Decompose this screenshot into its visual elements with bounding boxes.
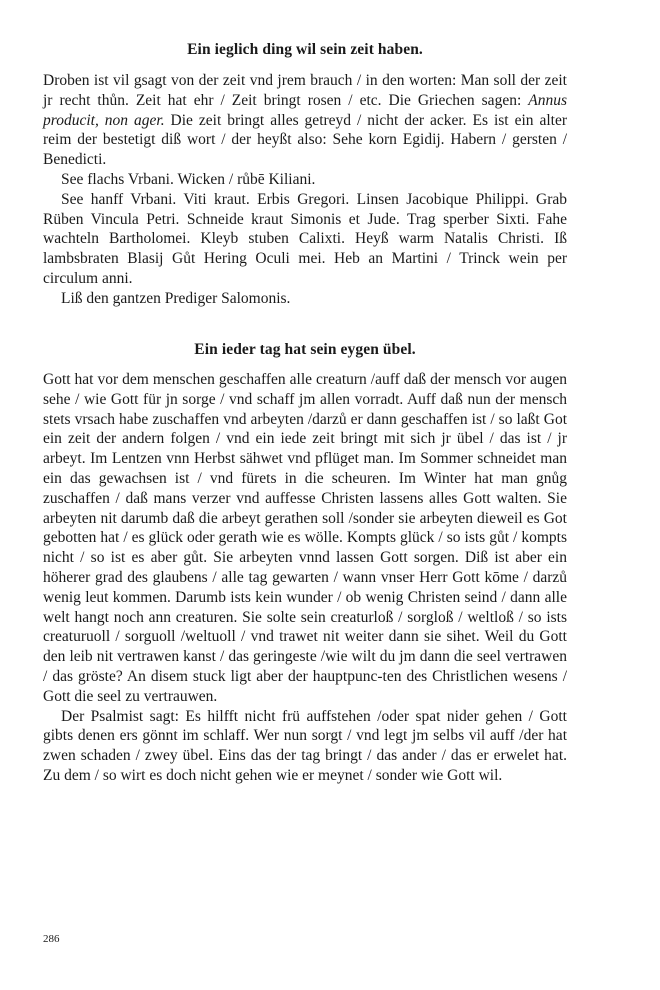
paragraph: Gott hat vor dem menschen geschaffen alle creaturn /auff daß der mensch vor augen sehe / wie Gott für jn sorge / vnd schaff jm allen vorradt. Auff daß nun der mensch stets vrsach habe zuschaffen vnd arbeyten /darzů er dann geschaffen ist / so laßt Got ein zeit der andern folgen / vnd ein iede zeit bringt mit sich jr übel / das ist / jr arbeyt. Im Lentzen vnn Herbst sähwet vnd pflüget man. Im Sommer schneidet man ein das gewachsen ist / vnd fürets in die scheuren. Im Winter hat man gnůg zuschaffen / daß mans verzer vnd auffesse Christen lassens alles Gott walten. Sie arbeyten nit darumb daß die arbeyt gerathen soll /sonder sie arbeyten dieweil es Got gebotten hat / es glück oder gerath wie es wölle. Kompts glück / so ists gůt / kompts nicht / so ist es aber gůt. Sie arbeyten vnnd lassen Gott sorgen. Diß ist aber ein höherer grad des glaubens / alle tag gewarten / wann vnser Herr Gott kōme / darzů wenig leut kommen. Darumb ists kein wunder / ob wenig Christen seind / dann alle welt hangt noch ann creaturen. Sie solte sein creaturloß / sorgloß / weltloß / so ists creaturuoll / sorguoll /weltuoll / vnd trawet nit weiter dann sie sihet. Weil du Gott den leib nit vertrawen kanst / das geringeste /wie wilt du jm dann die seel vertrawen / das gröste? An disem stuck ligt aber der hauptpunc-ten des Christlichen wesens / Gott die seel zu vertrauwen.: [43, 371, 567, 705]
paragraph: Liß den gantzen Prediger Salomonis.: [61, 289, 291, 307]
paragraph: [43, 71, 567, 170]
section-title: Ein ieder tag hat sein eygen übel.: [194, 341, 416, 358]
paragraph: See flachs Vrbani. Wicken / růbē Kiliani.: [61, 170, 316, 188]
paragraph: Der Psalmist sagt: Es hilfft nicht frü auffstehen /oder spat nider gehen / Gott gibts denen ers gönnt im schlaff. Wer nun sorgt / vnd legt jm selbs vil auff /der hat zwen schaden / zwey übel. Eins das der tag bringt / das ander / das er erwelet hat. Zu dem / so wirt es doch nicht gehen wie er meynet / sonder wie Gott wil.: [43, 707, 567, 784]
paragraph: See hanff Vrbani. Viti kraut. Erbis Gregori. Linsen Jacobique Philippi. Grab Rüben Vincula Petri. Schneide kraut Simonis et Jude. Trag sperber Sixti. Fahe wachteln Bartholomei. Kleyb stuben Calixti. Heyß warm Natalis Christi. Iß lambsbraten Blasij Gůt Hering Oculi mei. Heb an Martini / Trinck wein per circulum anni.: [43, 190, 567, 287]
section-title: Ein ieglich ding wil sein zeit haben.: [187, 41, 423, 58]
latin-quote: Annus producit, non ager.: [43, 91, 567, 129]
page-number: 286: [43, 933, 60, 945]
section-body: [43, 370, 567, 786]
paragraph-text: Die zeit bringt alles getreyd / nicht der acker. Es ist ein alter reim der bestetigt diß wort / der heyßt also: Sehe korn Egidij. Habern / gersten / Benedicti.: [43, 111, 567, 169]
book-page: [43, 0, 567, 990]
paragraph-text: Droben ist vil gsagt von der zeit vnd jrem brauch / in den worten: Man soll der zeit jr recht thůn. Zeit hat ehr / Zeit bringt rosen / etc. Die Griechen sagen:: [43, 72, 567, 109]
section-body: [43, 71, 567, 309]
